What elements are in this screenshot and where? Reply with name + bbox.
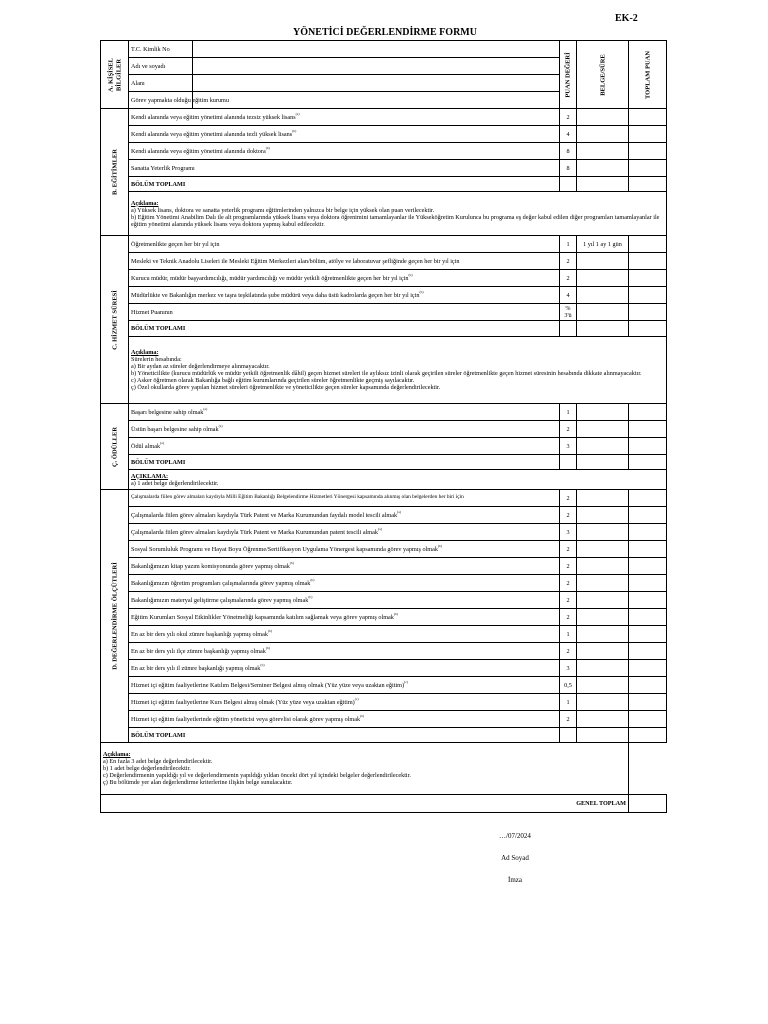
criteria-text: Bakanlığımızın öğretim programları çalışmalarında görev yapmış olmak xyxy=(131,579,311,587)
criteria-row xyxy=(101,236,667,253)
personal-field-label: Alanı xyxy=(129,75,193,92)
footer-date: …/07/2024 xyxy=(499,832,531,840)
puan-cell: 8 xyxy=(560,160,577,177)
note-line: b) 1 adet belge değerlendirilecektir. xyxy=(103,765,191,772)
criteria-text: Üstün başarı belgesine sahip olmak xyxy=(131,425,219,433)
personal-field-input[interactable] xyxy=(193,75,560,92)
criteria-text: Başarı belgesine sahip olmak xyxy=(131,408,204,416)
total-toplam-cell[interactable] xyxy=(629,455,667,470)
note-title: Açıklama: xyxy=(103,751,131,758)
belge-cell[interactable] xyxy=(577,575,629,592)
note-title: Açıklama: xyxy=(131,199,159,207)
footnote-ref: (b) xyxy=(265,145,270,150)
form-code: EK-2 xyxy=(615,13,638,24)
section-a-title-label xyxy=(107,58,122,92)
footnote-ref: (b) xyxy=(292,128,297,133)
section-total-label: BÖLÜM TOPLAMI xyxy=(129,177,560,192)
total-puan-cell xyxy=(560,177,577,192)
criteria-label xyxy=(129,524,560,541)
section-total-label: BÖLÜM TOPLAMI xyxy=(129,321,560,337)
puan-cell: 2 xyxy=(560,421,577,438)
criteria-row xyxy=(101,592,667,609)
criteria-label xyxy=(129,270,560,287)
criteria-label xyxy=(129,660,560,677)
footer-signature: İmza xyxy=(508,876,522,884)
toplam-cell[interactable] xyxy=(629,507,667,524)
puan-cell: 2 xyxy=(560,609,577,626)
section-cc-title-label xyxy=(111,426,119,466)
footnote-ref: (a) xyxy=(160,440,164,445)
footnote-ref: (a) xyxy=(203,406,208,411)
total-belge-cell xyxy=(577,177,629,192)
section-a-title-text: BİLGİLER xyxy=(114,58,122,91)
criteria-text: Sanatta Yeterlik Programı xyxy=(131,164,195,172)
total-toplam-cell[interactable] xyxy=(629,177,667,192)
belge-cell[interactable] xyxy=(577,677,629,694)
criteria-row xyxy=(101,404,667,421)
belge-header-text: BELGE/SÜRE xyxy=(598,53,606,96)
puan-cell: 2 xyxy=(560,253,577,270)
note-line: c) Asker öğretmen olarak Bakanlığa bağlı eğitim kurumlarında geçirilen süreler öğretmenlikte geçmiş sayılacaktır. xyxy=(131,377,415,384)
belge-header xyxy=(577,41,629,109)
evaluation-form-table xyxy=(100,40,667,813)
criteria-label xyxy=(129,404,560,421)
criteria-row xyxy=(101,270,667,287)
note-line: a) Bir aydan az süreler değerlendirmeye alınmayacaktır. xyxy=(131,363,270,370)
belge-cell[interactable] xyxy=(577,490,629,507)
section-note-row xyxy=(101,743,667,795)
puan-cell: 2 xyxy=(560,643,577,660)
puan-cell: 1 xyxy=(560,626,577,643)
personal-info-row xyxy=(101,41,667,58)
section-b-title xyxy=(101,109,129,236)
criteria-text: Bakanlığımızın materyal geliştirme çalışmalarında görev yapmış olmak xyxy=(131,596,309,604)
criteria-label xyxy=(129,694,560,711)
footnote-ref: (a) xyxy=(397,509,401,514)
personal-field-input[interactable] xyxy=(193,58,560,75)
belge-cell[interactable] xyxy=(577,421,629,438)
total-puan-cell xyxy=(560,455,577,470)
belge-cell[interactable] xyxy=(577,287,629,304)
section-total-row xyxy=(101,728,667,743)
belge-cell[interactable] xyxy=(577,404,629,421)
criteria-row xyxy=(101,711,667,728)
criteria-row xyxy=(101,109,667,126)
belge-cell[interactable] xyxy=(577,438,629,455)
criteria-label xyxy=(129,160,560,177)
toplam-cell[interactable] xyxy=(629,270,667,287)
grand-total-row xyxy=(101,795,667,813)
criteria-row xyxy=(101,660,667,677)
toplam-cell[interactable] xyxy=(629,660,667,677)
criteria-text: En az bir ders yılı il zümre başkanlığı yapmış olmak xyxy=(131,664,261,672)
puan-cell: 4 xyxy=(560,126,577,143)
note-line: ç) Özel okullarda görev yapılan hizmet süreleri öğretmenlikte ve yöneticilikte geçen süreler kapsamında değerlendirilecektir. xyxy=(131,384,441,391)
toplam-cell[interactable] xyxy=(629,677,667,694)
puan-cell: 2 xyxy=(560,575,577,592)
criteria-row xyxy=(101,541,667,558)
section-c-title-text: C. HİZMET SÜRESİ xyxy=(110,289,118,350)
footnote-ref: (c) xyxy=(404,679,408,684)
criteria-label xyxy=(129,626,560,643)
toplam-cell[interactable] xyxy=(629,592,667,609)
criteria-text: Ödül almak xyxy=(131,442,161,450)
grand-total-label: GENEL TOPLAM xyxy=(101,795,629,813)
belge-cell[interactable] xyxy=(577,143,629,160)
note-line: ç) Bu bölümde yer alan değerlendirme kriterlerine ilişkin belge sunulacaktır. xyxy=(103,779,293,786)
personal-field-label: T.C. Kimlik No xyxy=(129,41,193,58)
note-line: a) En fazla 3 adet belge değerlendirilecektir. xyxy=(103,758,213,765)
total-belge-cell xyxy=(577,455,629,470)
footnote-ref: (a) xyxy=(218,423,223,428)
criteria-label xyxy=(129,575,560,592)
criteria-row xyxy=(101,490,667,507)
puan-cell: 2 xyxy=(560,541,577,558)
section-a-title-text: A. KİŞİSEL xyxy=(107,57,114,92)
puan-cell: 2 xyxy=(560,507,577,524)
puan-cell: 2 xyxy=(560,558,577,575)
belge-cell[interactable] xyxy=(577,626,629,643)
footer-name: Ad Soyad xyxy=(501,854,529,862)
note-line: c) Değerlendirmenin yapıldığı yıl ve değerlendirmenin yapıldığı yıldan önceki dört yıl içindeki belgeler değerlendirilecektir. xyxy=(103,772,411,779)
criteria-text: Eğitim Kurumları Sosyal Etkinlikler Yönetmeliği kapsamında katılım sağlamak veya görev yapmış olmak xyxy=(131,613,394,621)
criteria-label xyxy=(129,643,560,660)
criteria-label xyxy=(129,236,560,253)
criteria-row xyxy=(101,677,667,694)
note-line: Sürelerin hesabında: xyxy=(131,356,182,363)
criteria-label xyxy=(129,490,560,507)
belge-cell[interactable] xyxy=(577,126,629,143)
criteria-label xyxy=(129,143,560,160)
personal-field-label: Görev yapmakta olduğu eğitim kurumu xyxy=(129,92,193,109)
belge-cell[interactable] xyxy=(577,609,629,626)
criteria-row xyxy=(101,126,667,143)
criteria-row xyxy=(101,524,667,541)
criteria-row xyxy=(101,609,667,626)
section-d-title xyxy=(101,490,129,743)
note-line: b) Yöneticilikte (kurucu müdürlük ve müdür yetkili öğretmenlik dâhil) geçen hizmet süreleri ile aylıksız izinli olarak geçirilen süreler öğretmenlikte geçen hizmet süresinin hesabında dikkate alınmayacaktır. xyxy=(131,370,642,377)
toplam-cell[interactable] xyxy=(629,490,667,507)
toplam-cell[interactable] xyxy=(629,109,667,126)
puan-cell: % 3'ü xyxy=(560,304,577,321)
criteria-text: Çalışmalarda fiilen görev almaları kaydıyla Türk Patent ve Marka Kurumundan faydalı model tescili almak xyxy=(131,511,398,519)
criteria-text: Öğretmenlikte geçen her bir yıl için xyxy=(131,240,220,248)
belge-cell[interactable] xyxy=(577,160,629,177)
belge-cell[interactable] xyxy=(577,270,629,287)
criteria-label xyxy=(129,677,560,694)
criteria-row xyxy=(101,143,667,160)
criteria-row xyxy=(101,287,667,304)
toplam-cell[interactable] xyxy=(629,236,667,253)
section-d-title-label xyxy=(111,562,119,669)
criteria-row xyxy=(101,438,667,455)
total-belge-cell xyxy=(577,728,629,743)
section-c-title xyxy=(101,236,129,404)
belge-cell[interactable] xyxy=(577,109,629,126)
criteria-label xyxy=(129,507,560,524)
toplam-cell[interactable] xyxy=(629,404,667,421)
criteria-label xyxy=(129,541,560,558)
criteria-text: Hizmet içi eğitim faaliyetlerine Kurs Belgesi almış olmak (Yüz yüze veya uzaktan eğitim) xyxy=(131,698,355,706)
toplam-cell[interactable] xyxy=(629,160,667,177)
section-total-row xyxy=(101,177,667,192)
toplam-cell[interactable] xyxy=(629,558,667,575)
belge-cell[interactable] xyxy=(577,643,629,660)
criteria-text: Bakanlığımızın kitap yazım komisyonunda görev yapmış olmak xyxy=(131,562,290,570)
criteria-text: En az bir ders yılı ilçe zümre başkanlığı yapmış olmak xyxy=(131,647,266,655)
footnote-ref: (b) xyxy=(437,543,443,548)
form-title: YÖNETİCİ DEĞERLENDİRME FORMU xyxy=(293,27,477,38)
toplam-cell[interactable] xyxy=(629,143,667,160)
criteria-text: Mesleki ve Teknik Anadolu Liseleri ile Mesleki Eğitim Merkezleri alan/bölüm, atölye ve laboratuvar şefliğinde geçen her bir yıl için xyxy=(131,257,460,265)
belge-cell[interactable] xyxy=(577,558,629,575)
section-c-title-label xyxy=(111,290,119,350)
section-total-label: BÖLÜM TOPLAMI xyxy=(129,728,560,743)
note-line: b) Eğitim Yönetimi Anabilim Dalı ile alt programlarında yüksek lisans veya doktora öğrenimini tamamlayanlar ile Yükseköğretim Kurulunca bu programa eş değer kabul edilen diğer programları tamamlayanlar ile eğitim yönetimi alanında yüksek lisans veya doktora yapmış kabul edilecektir. xyxy=(131,213,660,228)
puan-cell: 2 xyxy=(560,490,577,507)
footnote-ref: (b) xyxy=(260,662,265,667)
puan-cell: 3 xyxy=(560,438,577,455)
section-total-row xyxy=(101,455,667,470)
criteria-text: Kendi alanında veya eğitim yönetimi alanında tezli yüksek lisans xyxy=(131,130,293,138)
toplam-cell[interactable] xyxy=(629,287,667,304)
section-d-title-text: D. DEĞERLENDİRME ÖLÇÜTLERİ xyxy=(110,562,118,670)
note-title: AÇIKLAMA: xyxy=(131,472,169,480)
criteria-text: En az bir ders yılı okul zümre başkanlığı yapmış olmak xyxy=(131,630,268,638)
criteria-row xyxy=(101,626,667,643)
toplam-cell[interactable] xyxy=(629,126,667,143)
toplam-cell[interactable] xyxy=(629,711,667,728)
footnote-ref: (c) xyxy=(354,696,359,701)
toplam-cell[interactable] xyxy=(629,438,667,455)
footnote-ref: (b) xyxy=(267,628,273,633)
puan-cell: 0,5 xyxy=(560,677,577,694)
criteria-row xyxy=(101,575,667,592)
section-note xyxy=(129,337,667,404)
grand-total-value[interactable] xyxy=(629,795,667,813)
section-cc-title-text: Ç. ÖDÜLLER xyxy=(110,426,118,467)
section-note xyxy=(101,743,629,795)
footnote-ref: (b) xyxy=(265,645,270,650)
toplam-cell[interactable] xyxy=(629,626,667,643)
puan-cell: 3 xyxy=(560,660,577,677)
section-b-title-label xyxy=(111,149,119,195)
belge-cell[interactable] xyxy=(577,541,629,558)
total-belge-cell xyxy=(577,321,629,337)
puan-cell: 2 xyxy=(560,711,577,728)
section-note-row xyxy=(101,192,667,236)
footnote-ref: (b) xyxy=(289,560,294,565)
footnote-ref: (a) xyxy=(377,526,382,531)
criteria-text: Kendi alanında veya eğitim yönetimi alanında tezsiz yüksek lisans xyxy=(131,113,296,121)
criteria-text: Çalışmalarda fiilen görev almaları kaydıyla Türk Patent ve Marka Kurumundan patent tescili almak xyxy=(131,528,378,536)
criteria-row xyxy=(101,421,667,438)
section-total-row xyxy=(101,321,667,337)
belge-cell[interactable] xyxy=(577,660,629,677)
criteria-label xyxy=(129,558,560,575)
toplam-cell[interactable] xyxy=(629,421,667,438)
section-note xyxy=(129,470,667,490)
footnote-ref: (b) xyxy=(408,272,413,277)
criteria-text: Kendi alanında veya eğitim yönetimi alanında doktora xyxy=(131,147,266,155)
belge-cell[interactable] xyxy=(577,592,629,609)
section-note-row xyxy=(101,470,667,490)
criteria-row xyxy=(101,253,667,270)
section-cc-title xyxy=(101,404,129,490)
criteria-row xyxy=(101,507,667,524)
criteria-text: Çalışmalarda fiilen görev almaları kaydıyla Milli Eğitim Bakanlığı Belgelendirme Hizmetleri Yönergesi kapsamında alınmış olan belgelerden her biri için xyxy=(131,494,464,501)
section-total-label: BÖLÜM TOPLAMI xyxy=(129,455,560,470)
criteria-text: Kurucu müdür, müdür başyardımcılığı, müdür yardımcılığı ve müdür yetkili öğretmenlikte geçen her bir yıl için xyxy=(131,274,409,282)
footnote-ref: (b) xyxy=(360,713,365,718)
section-note-row xyxy=(101,337,667,404)
belge-cell[interactable]: 1 yıl 1 ay 1 gün xyxy=(577,236,629,253)
section-a-title xyxy=(101,41,129,109)
belge-cell[interactable] xyxy=(577,524,629,541)
toplam-cell[interactable] xyxy=(629,694,667,711)
puan-cell: 2 xyxy=(560,270,577,287)
criteria-row xyxy=(101,558,667,575)
belge-cell[interactable] xyxy=(577,694,629,711)
note-line: a) 1 adet belge değerlendirilecektir. xyxy=(131,479,219,487)
personal-field-input[interactable] xyxy=(193,41,560,58)
criteria-label xyxy=(129,253,560,270)
toplam-cell[interactable] xyxy=(629,643,667,660)
criteria-row xyxy=(101,643,667,660)
toplam-cell[interactable] xyxy=(629,609,667,626)
toplam-cell[interactable] xyxy=(629,304,667,321)
criteria-row xyxy=(101,304,667,321)
criteria-label xyxy=(129,609,560,626)
criteria-label xyxy=(129,109,560,126)
puan-cell: 1 xyxy=(560,404,577,421)
criteria-row xyxy=(101,694,667,711)
footnote-ref: (b) xyxy=(310,577,315,582)
note-title: Açıklama: xyxy=(131,349,159,356)
belge-cell[interactable] xyxy=(577,507,629,524)
puan-cell: 1 xyxy=(560,694,577,711)
section-note xyxy=(129,192,667,236)
toplam-cell[interactable] xyxy=(629,524,667,541)
total-puan-cell xyxy=(560,321,577,337)
criteria-label xyxy=(129,287,560,304)
criteria-label xyxy=(129,438,560,455)
toplam-cell[interactable] xyxy=(629,253,667,270)
criteria-label xyxy=(129,304,560,321)
puan-cell: 2 xyxy=(560,109,577,126)
personal-field-label: Adı ve soyadı xyxy=(129,58,193,75)
personal-field-input[interactable] xyxy=(193,92,560,109)
toplam-cell[interactable] xyxy=(629,575,667,592)
total-toplam-cell[interactable] xyxy=(629,728,667,743)
puan-header xyxy=(560,41,577,109)
toplam-cell[interactable] xyxy=(629,541,667,558)
footnote-ref: (b) xyxy=(419,289,424,294)
belge-cell[interactable] xyxy=(577,304,629,321)
footnote-ref: (b) xyxy=(308,594,313,599)
total-puan-cell xyxy=(560,728,577,743)
criteria-label xyxy=(129,126,560,143)
puan-header-text: PUAN DEĞERİ xyxy=(564,51,572,98)
criteria-row xyxy=(101,160,667,177)
puan-cell: 2 xyxy=(560,592,577,609)
note-line: a) Yüksek lisans, doktora ve sanatta yeterlik programı eğitimlerinden yalnızca bir belge için yüksek olan puan verilecektir. xyxy=(131,206,435,214)
criteria-label xyxy=(129,711,560,728)
total-toplam-cell[interactable] xyxy=(629,321,667,337)
puan-cell: 3 xyxy=(560,524,577,541)
criteria-label xyxy=(129,592,560,609)
criteria-text: Hizmet içi eğitim faaliyetlerinde eğitim yöneticisi veya görevlisi olarak görev yapmış olmak xyxy=(131,715,361,723)
criteria-text: Sosyal Sorumluluk Programı ve Hayat Boyu Öğrenme/Sertifikasyon Uygulama Yönergesi kapsamında görev yapmış olmak xyxy=(131,545,438,553)
section-b-title-text: B. EĞİTİMLER xyxy=(110,149,118,195)
toplam-header-text: TOPLAM PUAN xyxy=(643,50,651,99)
belge-cell[interactable] xyxy=(577,711,629,728)
criteria-text: Hizmet Puanının xyxy=(131,308,173,316)
puan-cell: 1 xyxy=(560,236,577,253)
footnote-ref: (b) xyxy=(393,611,398,616)
puan-cell: 4 xyxy=(560,287,577,304)
belge-cell[interactable] xyxy=(577,253,629,270)
footnote-ref: (a) xyxy=(295,111,300,116)
puan-cell: 8 xyxy=(560,143,577,160)
toplam-header xyxy=(629,41,667,109)
criteria-text: Hizmet içi eğitim faaliyetlerine Katılım Belgesi/Seminer Belgesi almış olmak (Yüz yüze veya uzaktan eğitim) xyxy=(131,681,405,689)
criteria-text: Müdürlükte ve Bakanlığın merkez ve taşra teşkilatında şube müdürü veya daha üstü kadrolarda geçen her bir yıl için xyxy=(131,291,420,299)
criteria-label xyxy=(129,421,560,438)
